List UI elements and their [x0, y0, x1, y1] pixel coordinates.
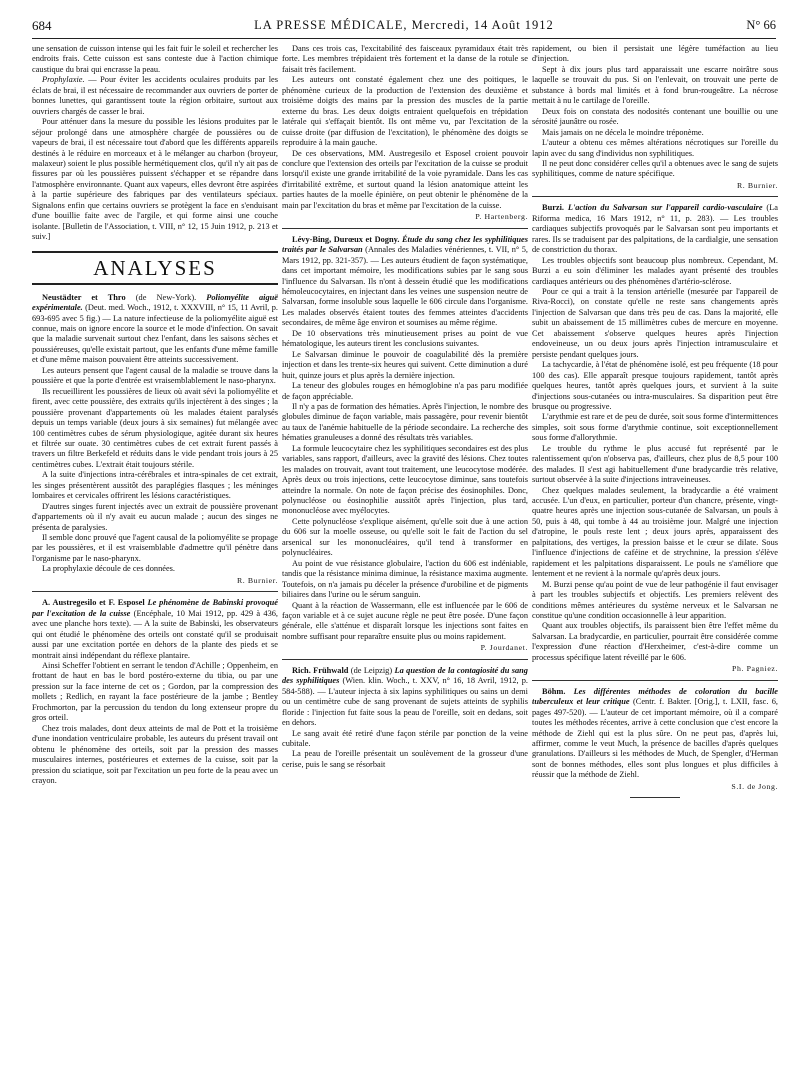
run-in-heading: Prophylaxie.	[42, 75, 85, 85]
paragraph: De ces observations, MM. Austregesilo et Esposel croient pouvoir conclure que l'extension des orteils par l'excitation de la cuisse se produit lorsqu'il existe une grande irritabilité de la voie pyramidale. Dans les cas d'irritabilité extrême, et surtout quand la lésion anatomique atteint les parties hautes de la moelle épinière, on peut obtenir le phénomène de la main par l'excitation du bras et même par l'excitation de la cuisse.	[282, 148, 528, 210]
paragraph: Pour atténuer dans la mesure du possible les lésions produites par le séjour prolongé dans une atmosphère chargée de poussières ou de vapeurs de brai, il est nécessaire tout d'abord que les différents appareils destinés à le réduire en morceaux et à le mélanger au charbon (broyeur, malaxeur) soient le plus possible hermétiquement clos, qu'il n'y ait pas de fissures par où les poussières puissent s'échapper et se répandre dans l'atmosphère environnante. Quant aux vapeurs, elles devront être aspirées à la partie supérieure des fabriques par des ventilateurs spéciaux. Signalons enfin que certains ouvriers se protègent la face en s'enduisant d'une bouillie faite avec de l'argile, et qui forme ainsi une couche isolante. [Bulletin de l'Association, t. VIII, n° 12, 15 Juin 1912, p. 213 et suiv.]	[32, 117, 278, 242]
paragraph: Dans ces trois cas, l'excitabilité des faisceaux pyramidaux était très forte. Les membres trépidaient très fortement et la danse de la rotule se faisait très facilement.	[282, 44, 528, 74]
paragraph: D'autres singes furent injectés avec un extrait de poussière provenant d'appartements où il n'y avait eu aucun malade ; aucun des singes ne présenta de paralysies.	[32, 501, 278, 532]
divider	[32, 591, 278, 592]
signature: S.I. de Jong.	[731, 781, 778, 791]
divider	[532, 680, 778, 681]
abstract-title: Poliomyélite aiguë expérimentale.	[32, 292, 278, 313]
abstract-title: Étude du sang chez les syphilitiques traités par le Salvarsan	[282, 234, 528, 255]
paragraph: L'auteur a obtenu ces mêmes altérations nécrotiques sur l'oreille du lapin avec du sang d'individus non syphilitiques.	[532, 138, 778, 158]
abstract-reference: (Deut. med. Woch., 1912, t. XXXVIII, n° 15, 11 Avril, p. 693-695 avec 5 fig.) — La nature infectieuse de la poliomyélite aiguë est connue, mais on ignore encore la source et le mode d'infection. On savait que la maladie survenait surtout chez l'enfant, dans les saisons sèches et poussiéreuses, qu'elle existait partout, que les enfants d'une même famille et d'une même maison pouvaient être atteints successivement.	[32, 303, 278, 365]
paragraph: La prophylaxie découle de ces données.	[42, 564, 175, 574]
abstract-start	[532, 687, 778, 781]
abstract-reference: (La Riforma medica, 16 Mars 1912, n° 11, p. 283). — Les troubles cardiaques subjectifs provoqués par le Salvarsan sont peu importants et rares. Ils se traduisent par des palpitations, de la cardialgie, une sensation de constriction du thorax.	[532, 203, 778, 255]
paragraph: A la suite d'injections intra-cérébrales et intra-spinales de cet extrait, les singes présentèrent aussitôt des paraplégies flasques ; les méninges lombaires et cervicales offrirent les lésions caractéristiques.	[32, 470, 278, 501]
paragraph: La teneur des globules rouges en hémoglobine n'a pas paru modifiée de façon appréciable.	[282, 381, 528, 401]
paragraph: une sensation de cuisson intense qui les fait fuir le soleil et rechercher les endroits frais. Cette cuisson est sans conteste due à l'action chimique caustique du brai qui encrasse la peau.	[32, 44, 278, 74]
paragraph: L'arythmie est rare et de peu de durée, soit sous forme d'intermittences simples, soit sous forme d'arythmie continue, soit exceptionnellement sous forme d'allorythmie.	[532, 412, 778, 443]
paragraph: Au point de vue résistance globulaire, l'action du 606 est indéniable, tandis que la résistance minima diminue, la résistance maxima augmente. Toutefois, on n'a jamais pu déceler la présence d'urobiline et de pigments biliaires dans l'urine ou le sérum sanguin.	[282, 558, 528, 600]
page-number: 684	[32, 18, 52, 33]
section-title: ANALYSES	[32, 251, 278, 285]
paragraph: Le trouble du rythme le plus accusé fut représenté par le ralentissement qu'on n'observa pas, d'ailleurs, chez plus de 8,5 pour 100 des malades. Il s'est agi habituellement d'une bradycardie très relative, surtout observée à la suite d'injections intraveineuses.	[532, 443, 778, 485]
paragraph: Les auteurs ont constaté également chez une des poitiques, le phénomène curieux de la production de l'extension des deuxième et troisième doigts des mains par la pression des muscles de la partie externe du bras. Les deux doigts entraient quelquefois en trépidation latérale qui s'effaçait bientôt. Ils ont même vu, par l'excitation de la cuisse droite (par diffusion de l'excitation), le phénomène des doigts se reproduire à la main gauche.	[282, 75, 528, 148]
page-header	[32, 14, 776, 39]
abstract-title: La question de la contagiosité du sang des syphilitiques	[282, 665, 528, 686]
paragraph: M. Burzi pense qu'au point de vue de leur pathogénie il faut envisager à part les troubles subjectifs et objectifs. Les premiers relèvent des conditions mêmes antérieures du système nerveux et le Salvarsan ne constitue qu'une condition occasionnelle à leur apparition.	[532, 579, 778, 621]
abstract-reference: (Annales des Maladies vénériennes, t. VII, n° 5, Mars 1912, pp. 321-357). — Les auteurs étudient de façon systématique, dans cet important mémoire, les modifications subies par le sang sous l'influence du Salvarsan. Ils n'ont à dessein étudié que les modifications hémoleucocytaires, en injectant dans les veines une suspension neutre de Salvarsan, forme insoluble sous laquelle le 606 circule dans l'organisme. Les malades observés étaient toutes des femmes atteintes d'accidents secondaires, de même âge environ et soumises au même régime.	[282, 245, 528, 328]
paragraph: Quant à la réaction de Wassermann, elle est influencée par le 606 de façon variable et à ce sujet aucune règle ne peut être posée. D'une façon générale, elle s'atténue et disparaît lorsque les injections sont faites en nombre suffisant pour reparaître ensuite plus ou moins rapidement.	[282, 600, 528, 641]
issue-number: N° 66	[746, 18, 776, 32]
paragraph: De 10 observations très minutieusement prises au point de vue hématologique, les auteurs tirent les conclusions suivantes.	[282, 328, 528, 349]
publication-line: LA PRESSE MÉDICALE, Mercredi, 14 Août 1912	[254, 18, 554, 32]
signature: R. Burnier.	[236, 575, 278, 585]
abstract-author: Böhm.	[542, 686, 566, 696]
abstract-author: A. Austregesilo et F. Esposel	[42, 598, 145, 608]
column-3	[532, 44, 778, 1074]
author-affiliation: (de Leipzig)	[348, 665, 395, 675]
paragraph: Chez trois malades, dont deux atteints de mal de Pott et la troisième d'une inondation ventriculaire probable, les auteurs du présent travail ont obtenu le phénomène des orteils, soit par la pression des masses musculaires internes, postérieures et externes de la cuisse, soit par la pression du sciatique, soit par l'excitation un peu forte de la peau avec un crayon.	[32, 723, 278, 785]
paragraph-text: — Pour éviter les accidents oculaires produits par les éclats de brai, il est nécessaire de recommander aux ouvriers de porter de bonnes lunettes, qui garantissent toute la région orbitaire, surtout aux ouvriers chargés de casser le brai.	[32, 75, 278, 116]
paragraph: Mais jamais on ne décela le moindre tréponème.	[542, 127, 704, 137]
abstract-author: Rich. Frühwald	[292, 665, 349, 675]
paragraph: Les auteurs pensent que l'agent causal de la maladie se trouve dans la poussière et que la porte d'entrée est vraisemblablement le naso-pharynx.	[32, 365, 278, 386]
divider	[630, 797, 680, 798]
paragraph: Il n'y a pas de formation des hématies. Après l'injection, le nombre des globules diminue de façon variable, mais passagère, pour revenir bientôt au taux de l'anémie habituelle de la période secondaire. La recherche des hématies granuleuses a donné des résultats très variables.	[282, 401, 528, 443]
paragraph: Il semble donc prouvé que l'agent causal de la poliomyélite se propage par les poussières, et il est vraisemblable d'admettre qu'il pénètre dans l'organisme par le naso-pharynx.	[32, 533, 278, 563]
paragraph: Il ne peut donc considérer celles qu'il a obtenues avec le sang de sujets syphilitiques, comme de nature spécifique.	[532, 158, 778, 179]
paragraph: Quant aux troubles objectifs, ils paraissent bien être l'effet même du Salvarsan. La bradycardie, en particulier, pourrait être considérée comme l'expression d'une réaction d'Herxheimer, c'est-à-dire comme un processus spécifique latent réveillé par le 606.	[532, 621, 778, 662]
divider	[532, 196, 778, 197]
paragraph: Deux fois on constata des nodosités contenant une bouillie ou une sérosité jaunâtre ou rosée.	[532, 106, 778, 127]
abstract-author: Burzi.	[542, 203, 565, 213]
abstract-author: Neustädter et Thro	[42, 292, 126, 302]
signature: Ph. Pagniez.	[732, 664, 778, 674]
column-2	[282, 44, 528, 1074]
paragraph: Ils recueillirent les poussières de lieux où avait sévi la poliomyélite et firent, avec cette poussière, des extraits qu'ils injectèrent à des singes ; la poussière provenant d'appartements où les malades étaient paralysés depuis un temps variable (deux jours à six semaines) fut mélangée avec 100 centimètres cubes de sérum physiologique, agitée durant six heures et filtrée sur ouate. 30 centimètres cubes de cet extrait furent passés à travers un filtre Berkefeld et réduits dans le vide pendant trois jours à 25 centimètres cubes. L'extrait était toujours stérile.	[32, 386, 278, 469]
paragraph: La tachycardie, à l'état de phénomène isolé, est peu fréquente (18 pour 100 des cas). Elle apparaît presque toujours rapidement, tantôt après quelques heures, tantôt après quelques jours, et survient à la suite d'injections sous-cutanées ou intra-musculaires. Sa disparition peut être brusque ou progressive.	[532, 360, 778, 411]
paragraph: Sept à dix jours plus tard apparaissait une escarre noirâtre sous laquelle se trouvait du pus. Si on l'enlevait, on trouvait une perte de substance à bords mal limités et à fond brun-rougeâtre. La nécrose mettait à nu le cartilage de l'oreille.	[532, 64, 778, 106]
divider	[282, 228, 528, 229]
abstract-reference: (Wien. klin. Woch., t. XXV, n° 16, 18 Avril, 1912, p. 584-588). — L'auteur injecta à six lapins syphilitiques ou sains un demi ou un centimètre cube de sang provenant de sujets atteints de syphilis floride : l'injection fut faite sous la peau de l'oreille, soit en dedans, soit en dehors.	[282, 676, 528, 728]
abstract-title: L'action du Salvarsan sur l'appareil cardio-vasculaire	[564, 203, 763, 213]
abstract-start	[32, 293, 278, 366]
paragraph: Les troubles objectifs sont beaucoup plus nombreux. Cependant, M. Burzi a eu soin d'éliminer les malades ayant présenté des troubles cardiaques antérieurs ou des phénomènes d'artério-sclérose.	[532, 255, 778, 286]
abstract-reference: (Encéphale, 10 Mai 1912, pp. 429 à 436, avec une planche hors texte). — A la suite de Babinski, les observateurs qui ont étudié le phénomène des orteils ont constaté qu'il se produisait aussi par une excitation portée en dehors de la plante des pieds et se montrait ainsi indépendant du réflexe plantaire.	[32, 608, 278, 660]
paragraph	[32, 75, 278, 117]
abstract-start	[32, 598, 278, 661]
paragraph: Chez quelques malades seulement, la bradycardie a été vraiment accusée. L'un d'eux, en particulier, porteur d'un chancre, présente, vingt-quatre heures après une injection sous-cutanée de Salvarsan, un pouls à 50, puis à 48, qui tombe à 44 au troisième jour. Malgré une injection d'atropine, le pouls reste lent ; deux jours après, apparaissent des palpitations, des vertiges, la pression baisse et le cœur se dilate. Sous l'influence d'injections de caféine et de strychnine, la pression s'élève rapidement et les palpitations disparaissent. Le pouls ne s'améliore que lentement et ne revient à la normale qu'après deux jours.	[532, 485, 778, 579]
abstract-start	[532, 203, 778, 255]
paragraph: La formule leucocytaire chez les syphilitiques secondaires est des plus variables, sans rapport, d'ailleurs, avec la gravité des lésions. Chez toutes les malades on trouvait, avant tout traitement, une leucocytose modérée. Après deux ou trois injections, cette leucocytose diminue, sans toutefois atteindre la normale. On note de façon précise des éosinophiles. Donc, polynucléose ou éosinophilie aussitôt après l'injection, plus tard, mononucléose avec myélocytes.	[282, 443, 528, 516]
abstract-start	[282, 235, 528, 329]
abstract-reference: (Centr. f. Bakter. [Orig.], t. LXII, fasc. 6, pages 497-520). — L'auteur de cet important mémoire, où il a comparé toutes les méthodes récentes, arrive à cette conclusion que c'est encore la méthode de Ziehl qui est la plus sûre. On ne peut pas, d'après lui, affirmer, comme le veut Much, la présence de bacilles d'après quelques granulations. D'ailleurs si les méthodes de Much, de Spengler, d'Herman sont de bonnes méthodes, elles sont plus longues et plus difficiles à réussir que la méthode de Ziehl.	[532, 697, 778, 780]
paragraph: Pour ce qui a trait à la tension artérielle (mesurée par l'appareil de Riva-Rocci), on constate qu'elle ne reste sans changements après l'injection de Salvarsan que dans très peu de cas. Dans la majorité, elle subit un abaissement de 15 millimètres cubes de mercure en moyenne. Cet abaissement s'observe quelques heures après l'injection endoveineuse, un ou deux jours après l'injection intramusculaire et persiste pendant quelques jours.	[532, 286, 778, 359]
paragraph: Cette polynucléose s'explique aisément, qu'elle soit due à une action du 606 sur la moelle osseuse, ou qu'elle soit le fait de l'action du sel arsenical sur les mononucléaires, qu'il tend à transformer en polynucléaires.	[282, 516, 528, 558]
paragraph: Le sang avait été retiré d'une façon stérile par ponction de la veine cubitale.	[282, 728, 528, 748]
abstract-author: Lévy-Bing, Durœux et Dogny.	[292, 234, 400, 244]
abstract-title: Le phénomène de Babinski provoqué par l'excitation de la cuisse	[32, 598, 278, 618]
author-affiliation: (de New-York).	[125, 292, 207, 302]
paragraph: Ainsi Scheffer l'obtient en serrant le tendon d'Achille ; Oppenheim, en frottant de haut en bas le bord postéro-externe du tibia, ou par une pression sur la face interne de cet os ; Gordon, par la compression des mollets ; Redlich, en rayant la face postérieure de la jambe ; Bentley Frochmorton, par la percussion du tendon du long extenseur propre du gros orteil.	[32, 661, 278, 723]
signature: P. Hartenberg.	[475, 212, 528, 222]
signature: P. Jourdanet.	[480, 643, 528, 653]
column-1	[32, 44, 278, 1074]
paragraph: La peau de l'oreille présentait un soulèvement de la grosseur d'une cerise, puis le sang se résorbait	[282, 749, 528, 769]
abstract-title: Les différentes méthodes de coloration du bacille tuberculeux et leur critique	[532, 686, 778, 707]
signature: R. Burnier.	[736, 180, 778, 190]
abstract-start	[282, 666, 528, 729]
paragraph: Le Salvarsan diminue le pouvoir de coagulabilité dès la première injection et dans les trente-six heures qui suivent. Cette diminution a duré huit, quinze jours et plus après la dernière injection.	[282, 349, 528, 380]
paragraph: rapidement, ou bien il persistait une légère tuméfaction au lieu d'injection.	[532, 44, 778, 64]
divider	[282, 659, 528, 660]
